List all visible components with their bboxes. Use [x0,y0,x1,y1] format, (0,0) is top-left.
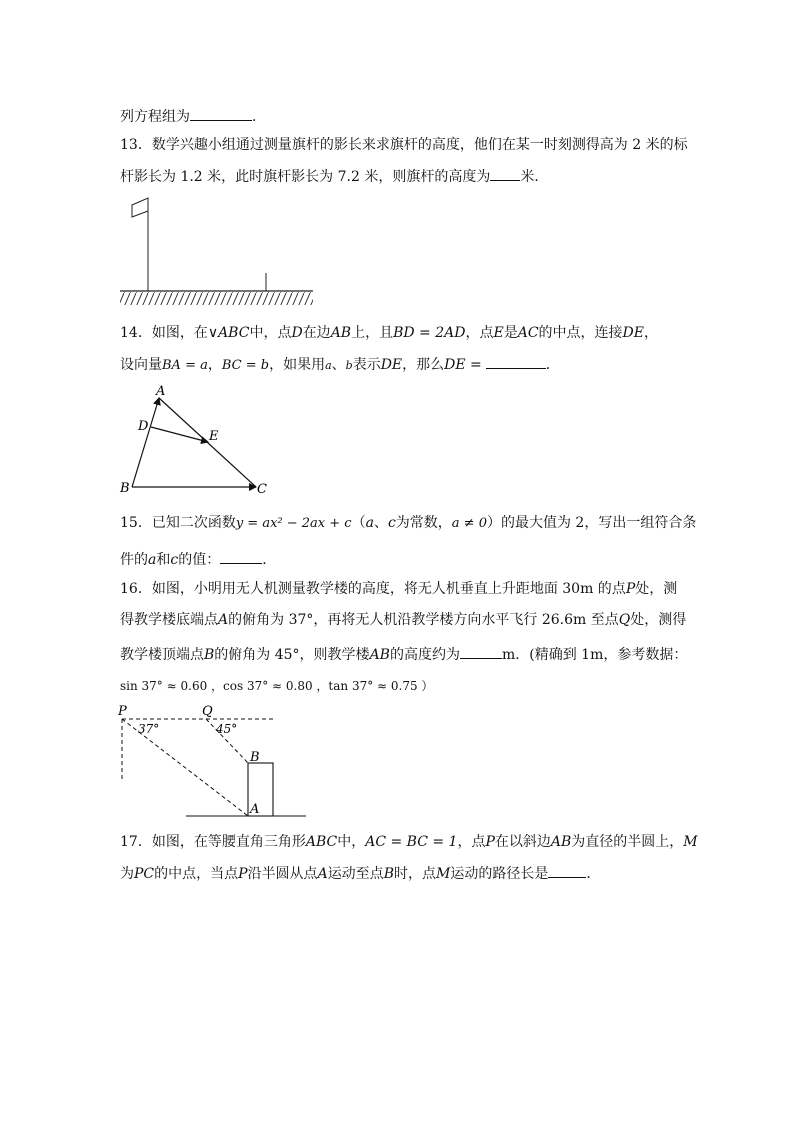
text: ， [207,357,222,373]
triangle-figure [116,382,286,497]
math-condition: a ≠ 0 [451,516,487,531]
label-D: D [138,419,149,434]
math-equation: AC = BC = 1 [365,834,458,850]
answer-blank[interactable] [548,863,586,878]
math-var: E [493,325,504,341]
math-var: ABC [305,834,338,850]
label-P: P [118,704,127,719]
q16-line-3 [120,644,687,664]
text: 在边 [302,325,331,341]
label-angle-37: 37° [138,722,160,736]
math-var: M [683,834,698,850]
text: 中， [337,834,366,850]
text: 的中点，连接 [538,325,623,341]
math-var: c [170,552,179,568]
label-A: A [250,802,260,817]
text: 的俯角为 45°，则教学楼 [214,647,370,663]
q13-unit: 米． [520,169,549,185]
answer-blank[interactable] [190,106,252,121]
text: 16．如图，小明用无人机测量教学楼的高度，将无人机垂直上升距地面 30m 的点 [120,581,626,597]
text: 17．如图，在等腰直角三角形 [120,834,306,850]
math-var: c [387,515,396,531]
label-A: A [156,384,166,399]
text: 运动至点 [327,866,384,882]
answer-blank[interactable] [486,354,546,369]
q12-suffix: ． [252,109,266,125]
q12-text: 列方程组为 [120,109,190,125]
ground-hatch [120,292,313,305]
text: 的中点，当点 [154,866,239,882]
q14-line-1 [120,324,658,342]
q13-line-2 [120,166,548,186]
q14-line-2 [120,354,560,375]
text: 中，点 [249,325,292,341]
math-var: P [625,581,636,597]
text: 上，且 [351,325,394,341]
vector-expression: DE = [444,357,482,373]
math-var: a [325,359,332,372]
text: ． [262,552,277,568]
text: 运动的路径长是 [450,866,549,882]
math-var: B [383,866,394,882]
text: ，那么 [402,357,445,373]
text: 为 [120,866,134,882]
q15-line-2 [120,549,276,569]
text: ， [644,325,658,341]
answer-blank[interactable] [220,549,262,564]
text: ，点 [457,834,486,850]
math-var: AC [517,325,539,341]
math-triangle: ∨ABC [207,325,250,341]
math-var: A [218,612,229,628]
text: （ [351,515,366,531]
math-var: AB [550,834,572,850]
math-var: PC [134,866,155,882]
math-var: B [204,647,215,663]
text: 处，测得 [630,612,687,628]
text: 时，点 [393,866,436,882]
text: 的值： [178,552,221,568]
q13-text: 杆影长为 1.2 米，此时旗杆影长为 7.2 米，则旗杆的高度为 [120,169,491,185]
text: 表示 [352,357,381,373]
text: 设向量 [120,357,162,373]
math-var: a [365,515,374,531]
math-var: b [345,359,353,372]
q16-line-2 [120,611,686,629]
text: ． [586,866,601,882]
label-C: C [257,482,267,497]
label-E: E [209,429,219,444]
q16-line-4: sin 37° ≈ 0.60 ，cos 37° ≈ 0.80 ，tan 37° ≈ 0.75 ） [120,679,434,693]
q12-tail-line [120,106,266,126]
text: 14．如图，在 [120,325,208,341]
text: ，点 [465,325,494,341]
flagpole-figure [118,195,318,310]
math-equation: BD = 2AD [393,325,466,341]
text: 15．已知二次函数 [120,515,236,531]
math-var: M [435,866,451,882]
vector-expression: BC = b [221,358,270,373]
label-B: B [120,481,130,496]
segment-AC [159,398,256,487]
q16-line-1 [120,580,677,598]
text: 、 [373,515,388,531]
math-var: AB [369,647,390,663]
math-var: P [238,866,248,882]
flag-shape [132,198,148,217]
text: ）的最大值为 2，写出一组符合条 [486,515,697,531]
text: 沿半圆从点 [247,866,318,882]
math-var: DE [622,325,644,341]
math-var: P [485,834,495,850]
q15-line-1 [120,514,696,533]
q13-line-1: 13．数学兴趣小组通过测量旗杆的影长来求旗杆的高度，他们在某一时刻测得高为 2 米的标 [120,137,688,153]
answer-blank[interactable] [460,644,502,659]
text: 得教学楼底端点 [120,612,218,628]
label-Q: Q [202,704,213,719]
text: 的俯角为 37°，再将无人机沿教学楼方向水平飞行 26.6m 至点 [228,612,619,628]
label-angle-45: 45° [216,722,238,736]
vector-var: DE [380,357,403,373]
text: 处，测 [635,581,678,597]
segment-BA [132,398,159,487]
text: 件的 [120,552,148,568]
text: ． [545,357,560,373]
text: 、 [331,357,346,373]
vector-expression: BA = a [162,358,208,373]
text: m．(精确到 1m，参考数据： [501,647,688,663]
math-var: A [317,866,328,882]
text: 为常数， [395,515,452,531]
text: 在以斜边 [494,834,551,850]
math-var: AB [330,325,352,341]
answer-blank[interactable] [490,166,520,181]
text: 是 [503,325,518,341]
q17-line-1 [120,833,698,851]
math-function: y = ax² − 2ax + c [235,516,352,531]
text: ，如果用 [269,357,326,373]
math-var: D [291,325,303,341]
math-var: a [148,552,157,568]
text: 教学楼顶端点 [120,647,204,663]
q17-line-2 [120,863,600,883]
text: 的高度约为 [389,647,460,663]
text: 和 [156,552,171,568]
math-var: Q [618,612,631,628]
drone-figure [114,703,314,818]
label-B: B [250,750,260,765]
text: 为直径的半圆上， [571,834,684,850]
